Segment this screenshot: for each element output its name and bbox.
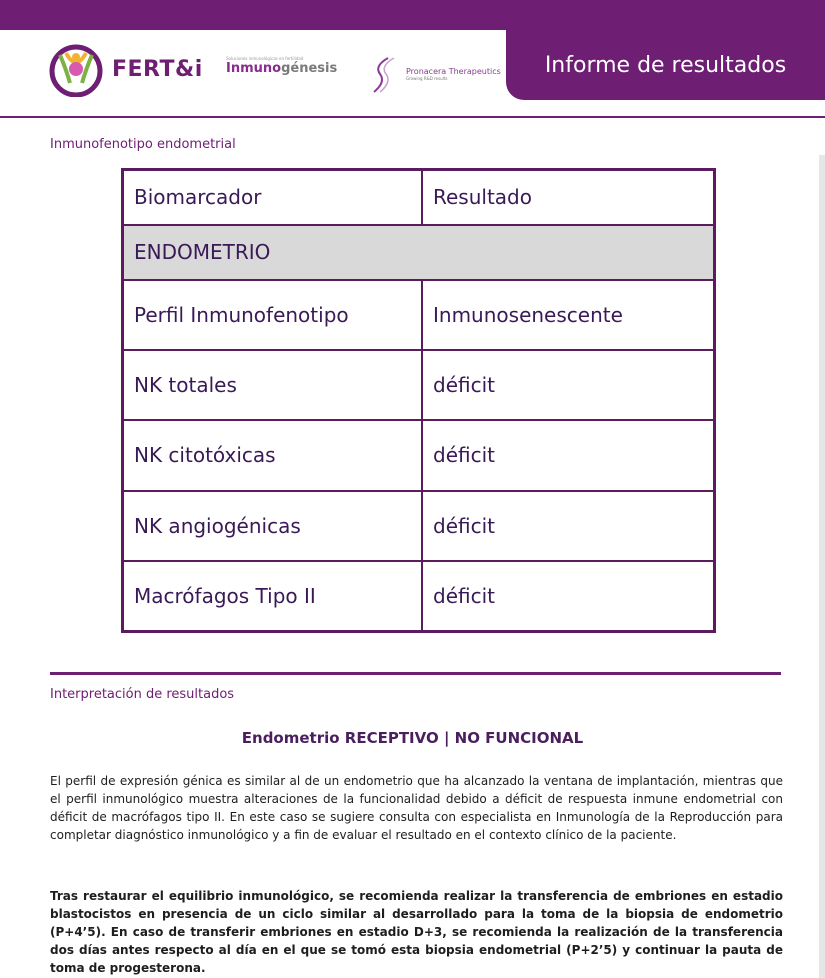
section-divider [50,672,781,675]
biomarker-cell: NK citotóxicas [123,420,423,490]
fertei-logo [48,40,203,98]
pronacera-name: Pronacera Therapeutics [406,67,501,76]
report-title: Informe de resultados [544,52,787,78]
interpretation-section-title: Interpretación de resultados [50,687,235,702]
header-top-band [0,0,825,30]
report-title-tab [506,30,825,100]
inmunogenesis-suffix: génesis [281,61,338,76]
biomarker-cell: Macrófagos Tipo II [123,561,423,632]
biomarker-cell: Perfil Inmunofenotipo [123,280,423,350]
biomarker-cell: NK totales [123,350,423,420]
result-cell: déficit [422,420,715,490]
table-row [123,420,715,490]
result-cell: déficit [422,491,715,561]
inmunogenesis-prefix: Inmuno [226,61,282,76]
verdict-heading: Endometrio RECEPTIVO | NO FUNCIONAL [241,729,584,747]
table-row [123,280,715,350]
header-biomarker: Biomarcador [123,170,423,225]
result-cell: déficit [422,561,715,632]
table-header-row [123,170,715,225]
header-result: Resultado [422,170,715,225]
table-row [123,561,715,632]
recommendation-paragraph: Tras restaurar el equilibrio inmunológico, se recomienda realizar la transferencia de embriones en estadio blastocistos en presencia de un ciclo similar al desarrollado para la toma de la biopsia de endometrio (P+4’5). En caso de transferir embriones en estadio D+3, se recomienda la realización de la transferencia dos días antes respecto al día en el que se tomó esta biopsia endometrial (P+2’5) y continuar la pauta de toma de progesterona. [50,889,783,975]
interpretation-paragraph: El perfil de expresión génica es similar al de un endometrio que ha alcanzado la ventana de implantación, mientras que el perfil inmunológico muestra alteraciones de la funcionalidad debido a déficit de respuesta inmune endometrial con déficit de macrófagos tipo II. En este caso se sugiere consulta con especialista en Inmunología de la Reproducción para completar diagnóstico inmunológico y a fin de evaluar el resultado en el contexto clínico de la paciente. [50,774,783,842]
table-row [123,350,715,420]
pronacera-tagline: Growing R&D results [406,76,448,81]
biomarker-cell: NK angiogénicas [123,491,423,561]
pronacera-logo [366,52,501,96]
pronacera-helix-icon [366,52,404,96]
header-divider [0,116,825,118]
inmunogenesis-logo [226,56,337,76]
result-cell: Inmunosenescente [422,280,715,350]
fertei-logo-text: FERT&i [112,56,203,82]
group-label-endometrio: ENDOMETRIO [123,225,715,280]
table-row [123,491,715,561]
biomarker-table [121,168,716,633]
result-cell: déficit [422,350,715,420]
inmunogenesis-tagline: Soluciones inmunológicas en fertilidad [226,56,304,61]
table-group-row [123,225,715,280]
scrollbar[interactable] [819,155,825,978]
immunophenotype-section-title: Inmunofenotipo endometrial [50,137,236,152]
fertei-logo-icon [48,41,104,97]
